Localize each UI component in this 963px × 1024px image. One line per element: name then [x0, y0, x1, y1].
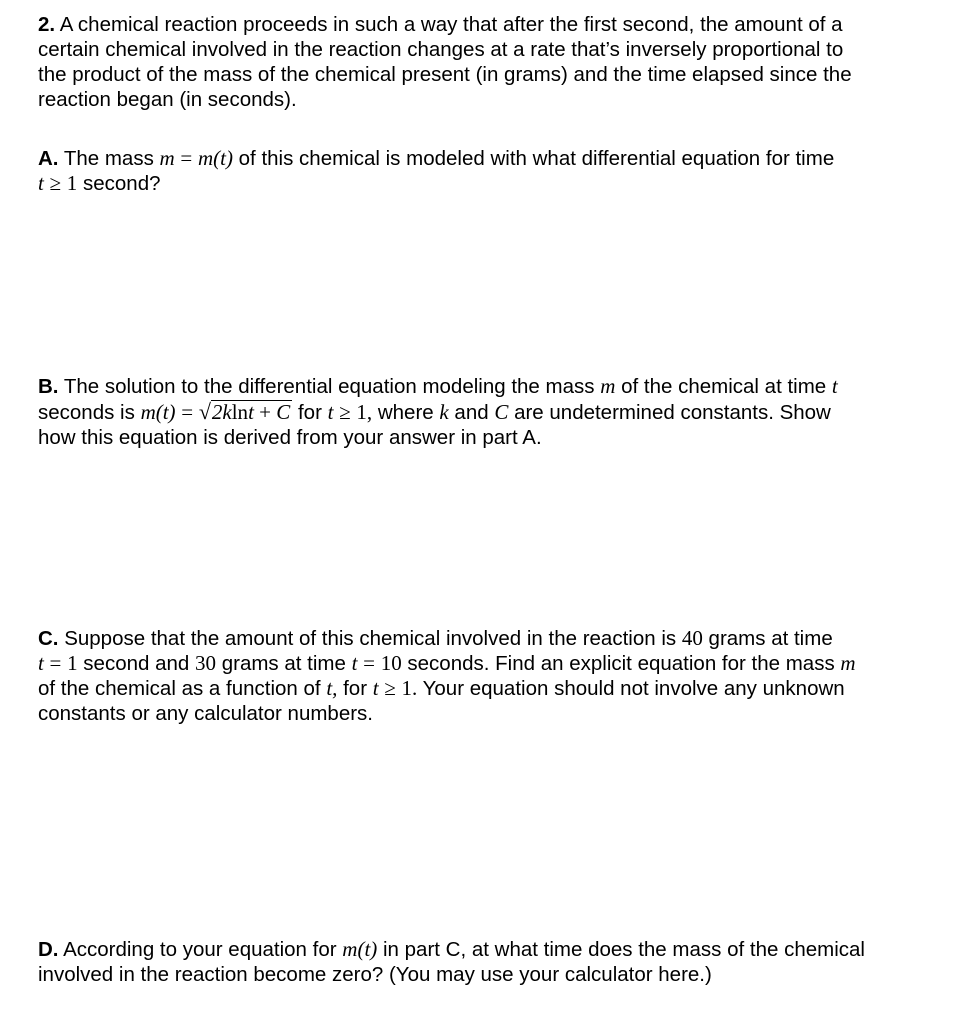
part-d-label: D.: [38, 938, 59, 961]
part-b-line-3: how this equation is derived from your answer in part A.: [38, 426, 542, 449]
radicand-2k: 2k: [211, 400, 232, 424]
var-t: t: [327, 400, 334, 424]
part-b-text-7: are undetermined constants. Show: [514, 401, 831, 424]
square-root-expression: [199, 399, 292, 425]
var-c: C: [494, 400, 509, 424]
part-b-text-1: The solution to the differential equation modeling the mass: [63, 375, 595, 398]
var-m: m: [159, 146, 175, 170]
part-c-line-2: [38, 651, 938, 676]
value-one: 1.: [401, 676, 418, 700]
part-c-text-7: for: [343, 677, 368, 700]
radicand-c: C: [276, 400, 291, 424]
var-m: m: [600, 374, 616, 398]
part-c-text-8: Your equation should not involve any unknown: [422, 677, 845, 700]
part-d-text-1: According to your equation for: [63, 938, 337, 961]
part-b-label: B.: [38, 375, 59, 398]
radicand-plus: +: [259, 400, 271, 424]
equals-sign: =: [49, 651, 62, 675]
part-b-line-1: [38, 374, 938, 399]
part-c-line-4: constants or any calculator numbers.: [38, 702, 373, 725]
geq-sign: ≥: [49, 171, 62, 195]
equals-sign: =: [181, 400, 194, 424]
value-30: 30: [195, 651, 217, 675]
intro-line-3: the product of the mass of the chemical present (in grams) and the time elapsed since the: [38, 63, 852, 86]
part-c-text-1: Suppose that the amount of this chemical involved in the reaction is: [64, 627, 677, 650]
part-a-text-1: The mass: [63, 147, 154, 170]
part-d-line-2: involved in the reaction become zero? (You may use your calculator here.): [38, 963, 712, 986]
intro-line-4: reaction began (in seconds).: [38, 88, 297, 111]
part-c-line-3: [38, 676, 938, 701]
part-d: [38, 937, 938, 987]
value-one: 1,: [356, 400, 373, 424]
part-b: [38, 374, 938, 450]
part-b-text-3: seconds is: [38, 401, 135, 424]
problem-intro: [38, 12, 938, 112]
part-c-text-3: second and: [83, 652, 190, 675]
part-a-text-3: second?: [82, 172, 161, 195]
part-c-text-4: grams at time: [221, 652, 346, 675]
intro-line-2: certain chemical involved in the reaction changes at a rate that’s inversely proportional to: [38, 38, 844, 61]
var-t: t: [372, 676, 379, 700]
radicand-t: t: [248, 400, 254, 424]
equals-sign: =: [180, 146, 193, 170]
part-d-line-1: [38, 937, 938, 962]
var-t: t,: [326, 676, 338, 700]
part-c-text-5: seconds. Find an explicit equation for the mass: [407, 652, 835, 675]
part-a-text-2: of this chemical is modeled with what differential equation for time: [238, 147, 835, 170]
part-a-label: A.: [38, 147, 59, 170]
radicand-ln: ln: [231, 400, 249, 424]
part-b-line-2: [38, 399, 938, 425]
sqrt-icon: √: [198, 399, 211, 424]
m-of-t: m(t): [197, 146, 233, 170]
value-40: 40: [681, 626, 703, 650]
equals-sign: =: [363, 651, 375, 675]
value-one: 1: [67, 651, 78, 675]
radicand: [211, 400, 292, 423]
intro-line-1: [38, 12, 938, 37]
problem-number: 2.: [38, 13, 56, 36]
part-b-text-6: and: [454, 401, 489, 424]
m-of-t: m(t): [140, 400, 176, 424]
var-t: t: [38, 171, 44, 195]
geq-sign: ≥: [384, 676, 396, 700]
m-of-t: m(t): [342, 937, 378, 961]
var-t: t: [38, 651, 44, 675]
value-one: 1: [66, 171, 78, 195]
part-c-text-6: of the chemical as a function of: [38, 677, 321, 700]
part-a-line-1: [38, 146, 938, 171]
var-m: m: [840, 651, 856, 675]
part-c-label: C.: [38, 627, 59, 650]
var-k: k: [439, 400, 449, 424]
intro-text-1: A chemical reaction proceeds in such a way that after the first second, the amount of a: [59, 13, 843, 36]
var-t: t: [831, 374, 838, 398]
part-c-line-1: [38, 626, 938, 651]
part-a-line-2: [38, 171, 938, 196]
value-10: 10: [380, 651, 402, 675]
part-a: [38, 146, 938, 196]
part-d-text-2: in part C, at what time does the mass of the chemical: [382, 938, 865, 961]
part-b-text-2: of the chemical at time: [621, 375, 827, 398]
geq-sign: ≥: [339, 400, 351, 424]
part-c-text-2: grams at time: [708, 627, 833, 650]
var-t: t: [351, 651, 358, 675]
part-b-text-4: for: [297, 401, 322, 424]
part-b-text-5: where: [377, 401, 434, 424]
part-c: [38, 626, 938, 726]
